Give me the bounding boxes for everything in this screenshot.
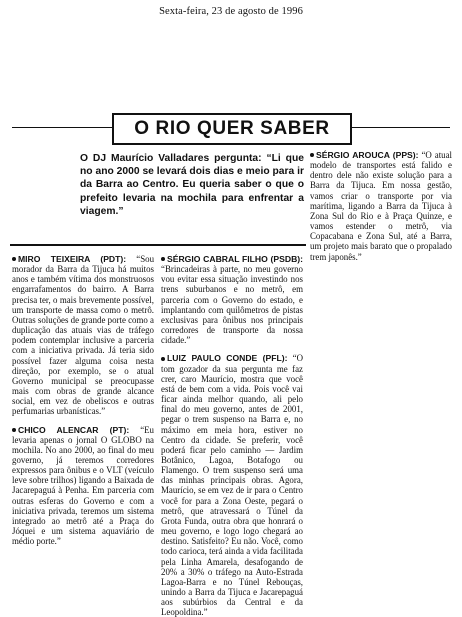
answer-sergio-cabral: “Brincadeiras à parte, no meu governo vou evitar essa situação investindo nos trens suburbanos e no metrô, em parceria com o Governo do estado, e implantando com quilômetros de pistas exclusivas para ônibus nos principais corredores de transporte da nossa cidade.” — [161, 264, 303, 346]
speaker-chico: CHICO ALENCAR (PT): — [18, 424, 130, 435]
bullet-icon — [161, 257, 165, 261]
speaker-conde: LUIZ PAULO CONDE (PFL): — [167, 353, 288, 364]
speaker-arouca: SÉRGIO AROUCA (PPS): — [316, 150, 419, 160]
entry-sergio-cabral — [161, 254, 303, 345]
entry-miro — [12, 254, 154, 417]
section-title: O RIO QUER SABER — [134, 118, 330, 139]
bullet-icon — [12, 257, 16, 261]
bullet-icon — [12, 428, 16, 432]
dateline: Sexta-feira, 23 de agosto de 1996 — [159, 6, 303, 17]
column-3 — [310, 150, 452, 262]
answer-conde: “O tom gozador da sua pergunta me faz crer, caro Maurício, mostra que você está de bem com a vida. Pois você vai ficar ainda melhor quando, ali pelo final do meu governo, antes de 2001, pegar o trem suspenso na Barra e, no máximo em meia hora, estiver no Centro da cidade. Se preferir, você poderá ficar pelo caminho — Jardim Botânico, Lagoa, Botafogo ou Flamengo. O trem suspenso será uma das minhas principais obras. Agora, Maurício, se em vez de ir para o Centro você for para a Zona Oeste, pegará o metrô, que atravessará o Túnel da Grota Funda, outra obra que honrará o meu governo, e logo logo chegará ao destino. Satisfeito? Eu não. Você, como todo carioca, terá ainda a vida facilitada pela Linha Amarela, desafogando de 20% a 30% o tráfego na Auto-Estrada Lagoa-Barra e no Túnel Rebouças, unindo a Barra da Tijuca e Jacarepaguá aos subúrbios da Central e da Leopoldina.” — [161, 353, 303, 617]
bullet-icon — [161, 357, 165, 361]
column-1 — [12, 254, 154, 546]
lead-divider — [10, 244, 306, 246]
entry-conde — [161, 353, 303, 617]
answer-chico: “Eu levaria apenas o jornal O GLOBO na mochila. No ano 2000, ao final do meu governo, já teremos corredores expressos para ônibus e o VLT (veículo leve sobre trilhos) ligando a Baixada de Jacarepaguá à Penha. Em parceria com outras esferas do Governo e com a iniciativa privada, teremos um sistema integrado ao metrô até a Praça do Jóquei e um sistema aquaviário de médio porte.” — [12, 424, 154, 547]
speaker-sergio-cabral: SÉRGIO CABRAL FILHO (PSDB): — [167, 254, 303, 264]
lead-question: O DJ Maurício Valladares pergunta: “Li que no ano 2000 se levará dois dias e meio para ir da Barra ao Centro. Eu queria saber o que o prefeito levaria na mochila para enfrentar a viagem.” — [80, 153, 304, 217]
entry-chico — [12, 425, 154, 547]
title-rule-left — [12, 127, 112, 128]
title-rule-right — [350, 127, 450, 128]
section-title-box — [112, 113, 352, 145]
bullet-icon — [310, 153, 314, 157]
answer-arouca: “O atual modelo de transportes está falido e dentro dele não existe solução para a Barra da Tijuca. Em nossa gestão, vamos criar o transporte por via marítima, ligando a Barra da Tijuca à Zona Sul do Rio e à Praça Quinze, e vamos estender o metrô, via Copacabana e Zona Sul, até a Barra, um projeto mais barato que o propalado trem japonês.” — [310, 150, 453, 262]
speaker-miro: MIRO TEIXEIRA (PDT): — [18, 254, 127, 264]
entry-arouca — [310, 150, 452, 262]
column-2 — [161, 254, 303, 617]
answer-miro: “Sou morador da Barra da Tijuca há muitos anos e também vítima dos monstruosos engarrafamentos do bairro. A Barra precisa ter, o mais brevemente possível, um transporte de massa como o metrô. Outras soluções de grande porte como a duplicação das atuais vias de tráfego podem contemplar inclusive a parceria com a iniciativa privada. Já teria sido possível fazer alguma coisa nesta direção, por exemplo, se o atual Governo municipal se preocupasse mais com obras de grande alcance social, em vez de obeliscos e outras perfumarias urbanísticas.” — [12, 254, 154, 417]
